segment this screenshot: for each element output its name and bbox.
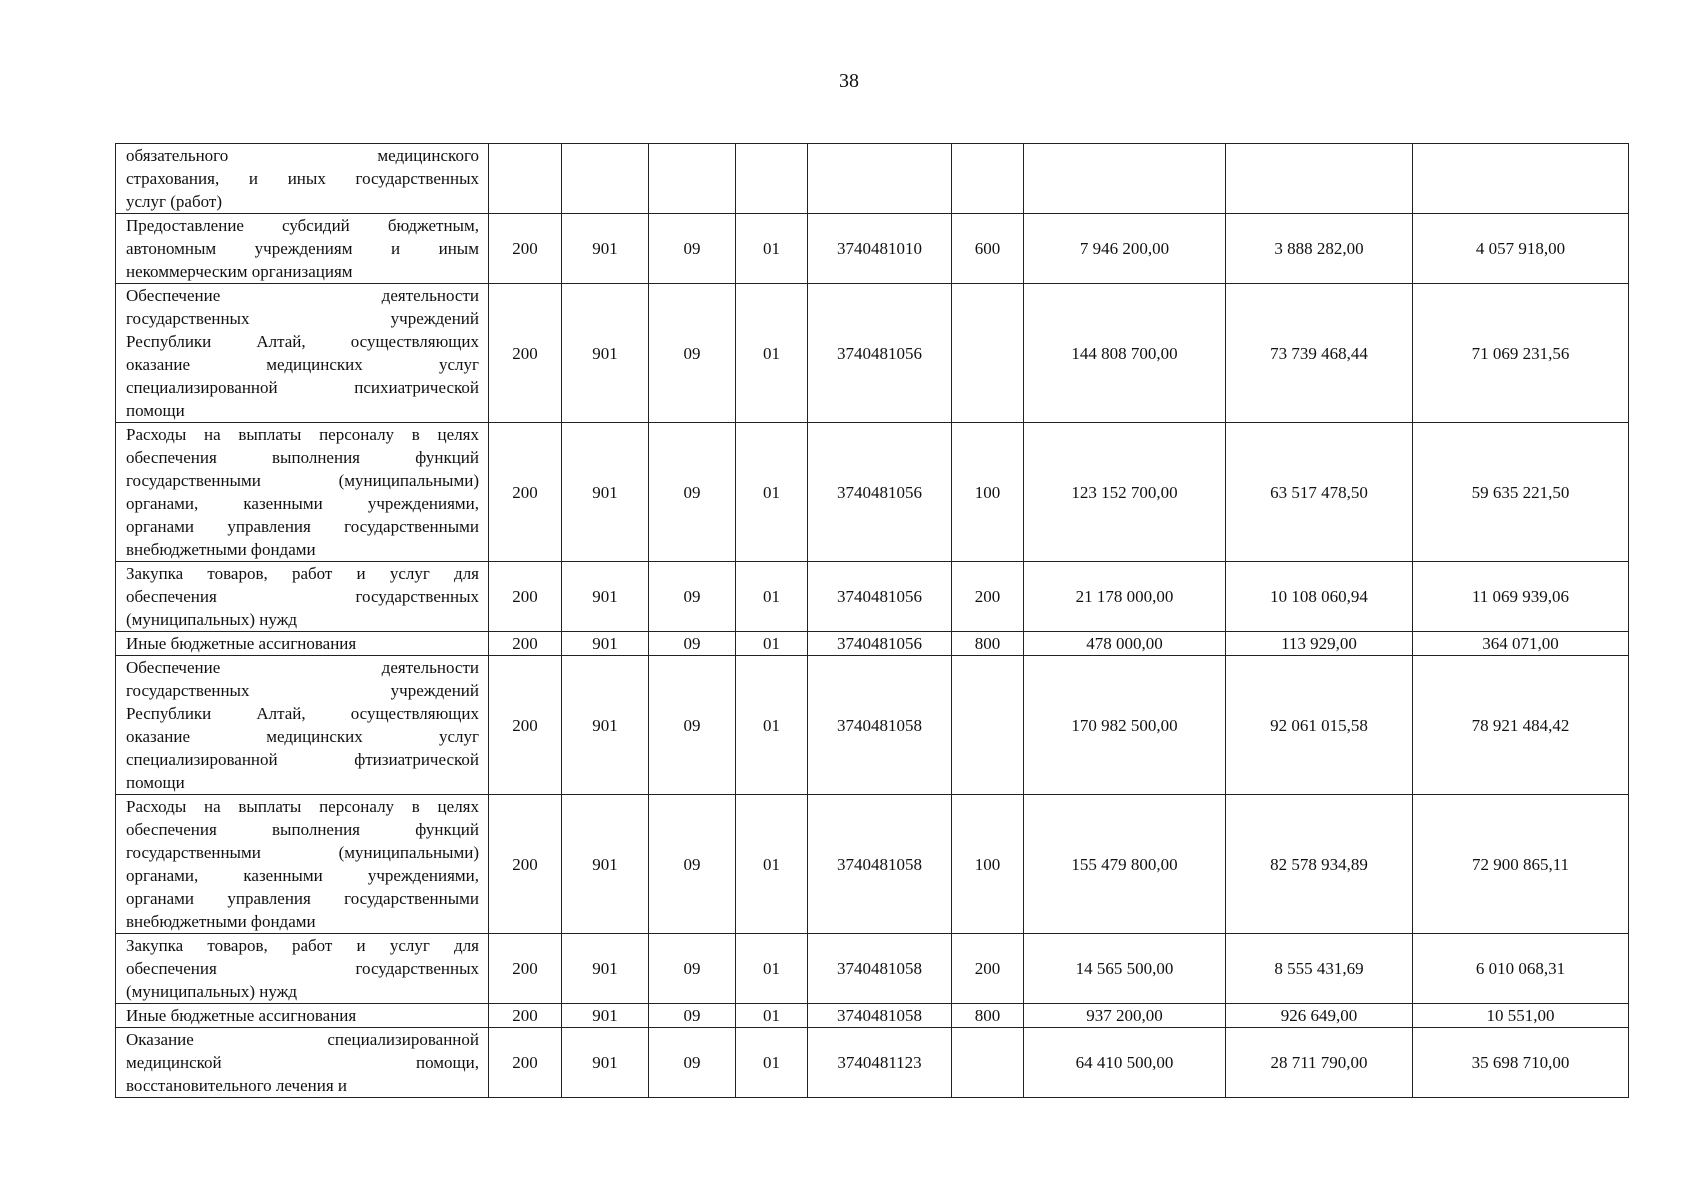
cell-exec: 28 711 790,00	[1226, 1028, 1413, 1098]
cell-name	[116, 562, 489, 632]
name-line: органами управления государственными	[126, 517, 479, 536]
table-row	[116, 214, 1629, 284]
name-line: страхования, и иных государственных	[126, 169, 479, 188]
cell-csr: 3740481056	[808, 423, 952, 562]
cell-exec: 10 108 060,94	[1226, 562, 1413, 632]
cell-ved: 901	[562, 656, 649, 795]
name-line: автономным учреждениям и иным	[126, 239, 479, 258]
cell-csr	[808, 144, 952, 214]
name-line: специализированной фтизиатрической	[126, 750, 479, 769]
cell-plan: 478 000,00	[1024, 632, 1226, 656]
cell-vr: 100	[952, 423, 1024, 562]
cell-pr: 01	[736, 1028, 808, 1098]
name-line: услуг (работ)	[126, 192, 222, 211]
cell-name	[116, 1028, 489, 1098]
name-line: специализированной психиатрической	[126, 378, 479, 397]
cell-rz: 09	[649, 656, 736, 795]
cell-name	[116, 795, 489, 934]
table-row	[116, 562, 1629, 632]
cell-gr: 200	[489, 423, 562, 562]
cell-ved: 901	[562, 795, 649, 934]
cell-rz: 09	[649, 214, 736, 284]
cell-csr: 3740481058	[808, 795, 952, 934]
cell-vr: 800	[952, 1004, 1024, 1028]
name-line: некоммерческим организациям	[126, 262, 353, 281]
cell-csr: 3740481058	[808, 934, 952, 1004]
name-line: Закупка товаров, работ и услуг для	[126, 936, 479, 955]
cell-gr: 200	[489, 214, 562, 284]
name-line: Республики Алтай, осуществляющих	[126, 704, 479, 723]
cell-exec: 82 578 934,89	[1226, 795, 1413, 934]
cell-pr: 01	[736, 795, 808, 934]
cell-rest: 6 010 068,31	[1413, 934, 1629, 1004]
cell-pr: 01	[736, 656, 808, 795]
cell-rest: 35 698 710,00	[1413, 1028, 1629, 1098]
cell-plan: 144 808 700,00	[1024, 284, 1226, 423]
cell-name	[116, 284, 489, 423]
cell-exec	[1226, 144, 1413, 214]
cell-pr: 01	[736, 423, 808, 562]
name-line: обеспечения выполнения функций	[126, 820, 479, 839]
cell-rz: 09	[649, 562, 736, 632]
name-line: Обеспечение деятельности	[126, 286, 479, 305]
cell-vr: 800	[952, 632, 1024, 656]
cell-rz: 09	[649, 795, 736, 934]
cell-csr: 3740481058	[808, 656, 952, 795]
cell-rz: 09	[649, 1028, 736, 1098]
name-line: Иные бюджетные ассигнования	[126, 1006, 357, 1025]
table-row	[116, 1028, 1629, 1098]
table-row	[116, 656, 1629, 795]
name-line: обеспечения государственных	[126, 587, 479, 606]
cell-plan: 14 565 500,00	[1024, 934, 1226, 1004]
name-line: государственными (муниципальными)	[126, 471, 479, 490]
page-number: 38	[839, 70, 859, 92]
cell-csr: 3740481056	[808, 284, 952, 423]
cell-pr: 01	[736, 214, 808, 284]
name-line: Республики Алтай, осуществляющих	[126, 332, 479, 351]
name-line: медицинской помощи,	[126, 1053, 479, 1072]
name-line: Закупка товаров, работ и услуг для	[126, 564, 479, 583]
cell-rest: 78 921 484,42	[1413, 656, 1629, 795]
cell-vr	[952, 656, 1024, 795]
cell-plan: 937 200,00	[1024, 1004, 1226, 1028]
name-line: органами управления государственными	[126, 889, 479, 908]
cell-exec: 92 061 015,58	[1226, 656, 1413, 795]
cell-gr: 200	[489, 934, 562, 1004]
cell-rest	[1413, 144, 1629, 214]
cell-ved: 901	[562, 423, 649, 562]
cell-ved: 901	[562, 1028, 649, 1098]
cell-rest: 10 551,00	[1413, 1004, 1629, 1028]
cell-name	[116, 144, 489, 214]
cell-rz: 09	[649, 284, 736, 423]
cell-rz: 09	[649, 423, 736, 562]
name-line: помощи	[126, 401, 185, 420]
cell-pr: 01	[736, 1004, 808, 1028]
cell-rest: 364 071,00	[1413, 632, 1629, 656]
cell-rest: 71 069 231,56	[1413, 284, 1629, 423]
cell-rest: 72 900 865,11	[1413, 795, 1629, 934]
cell-ved: 901	[562, 1004, 649, 1028]
name-line: органами, казенными учреждениями,	[126, 494, 479, 513]
cell-vr: 200	[952, 562, 1024, 632]
table-row	[116, 934, 1629, 1004]
name-line: обеспечения выполнения функций	[126, 448, 479, 467]
name-line: оказание медицинских услуг	[126, 727, 479, 746]
name-line: восстановительного лечения и	[126, 1076, 347, 1095]
name-line: государственных учреждений	[126, 309, 479, 328]
cell-plan: 155 479 800,00	[1024, 795, 1226, 934]
cell-csr: 3740481010	[808, 214, 952, 284]
cell-rest: 59 635 221,50	[1413, 423, 1629, 562]
cell-plan: 7 946 200,00	[1024, 214, 1226, 284]
name-line: государственными (муниципальными)	[126, 843, 479, 862]
cell-rz	[649, 144, 736, 214]
name-line: обязательного медицинского	[126, 146, 479, 165]
cell-csr: 3740481056	[808, 632, 952, 656]
cell-name	[116, 632, 489, 656]
cell-plan	[1024, 144, 1226, 214]
cell-name	[116, 934, 489, 1004]
cell-name	[116, 423, 489, 562]
budget-table	[115, 143, 1629, 1098]
name-line: (муниципальных) нужд	[126, 610, 298, 629]
cell-ved: 901	[562, 934, 649, 1004]
cell-pr	[736, 144, 808, 214]
cell-vr: 200	[952, 934, 1024, 1004]
table-row	[116, 1004, 1629, 1028]
table-row	[116, 144, 1629, 214]
cell-gr: 200	[489, 632, 562, 656]
table-row	[116, 632, 1629, 656]
cell-name	[116, 1004, 489, 1028]
name-line: внебюджетными фондами	[126, 912, 316, 931]
cell-gr: 200	[489, 656, 562, 795]
cell-csr: 3740481123	[808, 1028, 952, 1098]
name-line: Предоставление субсидий бюджетным,	[126, 216, 479, 235]
cell-pr: 01	[736, 562, 808, 632]
cell-ved: 901	[562, 632, 649, 656]
cell-rz: 09	[649, 1004, 736, 1028]
name-line: Оказание специализированной	[126, 1030, 479, 1049]
name-line: обеспечения государственных	[126, 959, 479, 978]
table-row	[116, 284, 1629, 423]
cell-exec: 73 739 468,44	[1226, 284, 1413, 423]
cell-vr	[952, 1028, 1024, 1098]
name-line: оказание медицинских услуг	[126, 355, 479, 374]
cell-vr: 100	[952, 795, 1024, 934]
cell-name	[116, 214, 489, 284]
name-line: Расходы на выплаты персоналу в целях	[126, 797, 479, 816]
cell-rz: 09	[649, 632, 736, 656]
name-line: (муниципальных) нужд	[126, 982, 298, 1001]
name-line: внебюджетными фондами	[126, 540, 316, 559]
cell-ved	[562, 144, 649, 214]
cell-vr: 600	[952, 214, 1024, 284]
table-body	[116, 144, 1629, 1098]
cell-exec: 113 929,00	[1226, 632, 1413, 656]
cell-exec: 926 649,00	[1226, 1004, 1413, 1028]
cell-ved: 901	[562, 284, 649, 423]
cell-gr: 200	[489, 284, 562, 423]
cell-exec: 3 888 282,00	[1226, 214, 1413, 284]
cell-csr: 3740481058	[808, 1004, 952, 1028]
cell-plan: 21 178 000,00	[1024, 562, 1226, 632]
cell-plan: 123 152 700,00	[1024, 423, 1226, 562]
cell-plan: 64 410 500,00	[1024, 1028, 1226, 1098]
name-line: Расходы на выплаты персоналу в целях	[126, 425, 479, 444]
cell-rest: 4 057 918,00	[1413, 214, 1629, 284]
name-line: государственных учреждений	[126, 681, 479, 700]
cell-pr: 01	[736, 284, 808, 423]
cell-vr	[952, 144, 1024, 214]
name-line: помощи	[126, 773, 185, 792]
cell-name	[116, 656, 489, 795]
cell-gr: 200	[489, 795, 562, 934]
cell-gr	[489, 144, 562, 214]
table-row	[116, 795, 1629, 934]
cell-exec: 63 517 478,50	[1226, 423, 1413, 562]
table-row	[116, 423, 1629, 562]
name-line: Иные бюджетные ассигнования	[126, 634, 357, 653]
cell-exec: 8 555 431,69	[1226, 934, 1413, 1004]
cell-plan: 170 982 500,00	[1024, 656, 1226, 795]
cell-vr	[952, 284, 1024, 423]
cell-pr: 01	[736, 934, 808, 1004]
name-line: органами, казенными учреждениями,	[126, 866, 479, 885]
cell-gr: 200	[489, 1004, 562, 1028]
cell-ved: 901	[562, 214, 649, 284]
cell-gr: 200	[489, 1028, 562, 1098]
cell-gr: 200	[489, 562, 562, 632]
cell-pr: 01	[736, 632, 808, 656]
cell-csr: 3740481056	[808, 562, 952, 632]
cell-ved: 901	[562, 562, 649, 632]
name-line: Обеспечение деятельности	[126, 658, 479, 677]
cell-rz: 09	[649, 934, 736, 1004]
cell-rest: 11 069 939,06	[1413, 562, 1629, 632]
